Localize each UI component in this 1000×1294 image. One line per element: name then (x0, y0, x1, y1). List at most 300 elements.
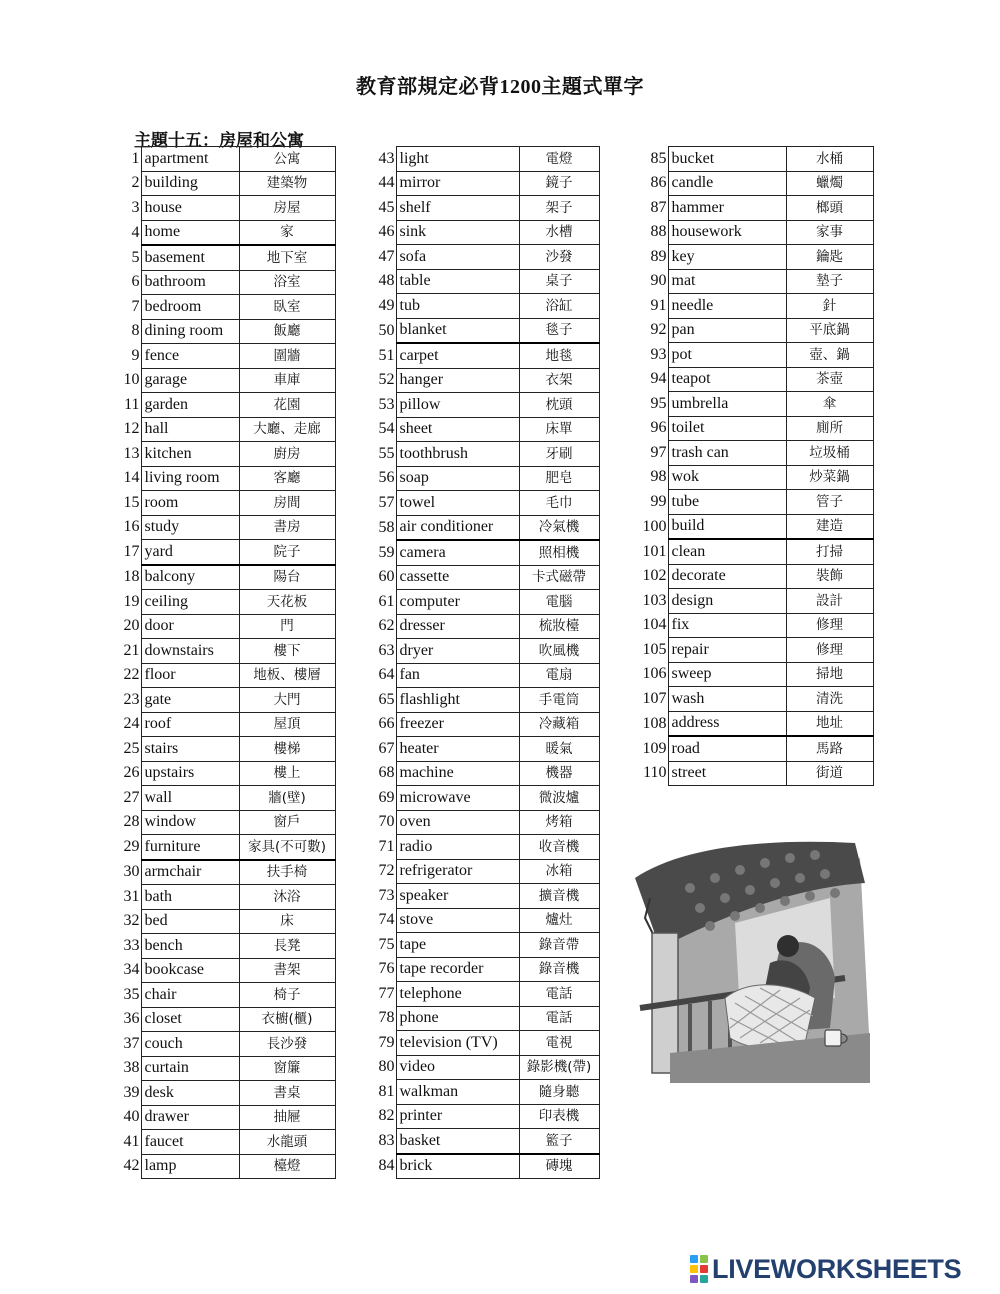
vocab-english: umbrella (668, 392, 786, 417)
vocab-number: 91 (650, 296, 667, 314)
vocab-english: hall (141, 417, 239, 442)
vocab-chinese: 書桌 (239, 1081, 335, 1106)
vocab-row (115, 220, 335, 245)
vocab-english: light (396, 147, 519, 172)
vocab-row (115, 295, 335, 320)
vocab-english: decorate (668, 564, 786, 589)
vocab-row (115, 934, 335, 959)
vocab-row (636, 318, 873, 343)
vocab-row (370, 712, 599, 737)
vocab-english: microwave (396, 786, 519, 811)
vocab-row (115, 565, 335, 590)
vocab-chinese: 針 (786, 294, 873, 319)
vocab-number: 110 (643, 764, 667, 782)
vocab-english: sink (396, 220, 519, 245)
vocab-english: printer (396, 1104, 519, 1129)
vocab-chinese: 地址 (786, 711, 873, 736)
vocab-number: 93 (650, 345, 667, 363)
vocab-english: flashlight (396, 688, 519, 713)
vocab-row (370, 565, 599, 590)
vocab-number: 61 (378, 592, 395, 610)
vocab-number: 29 (123, 838, 140, 855)
vocab-number: 96 (650, 419, 667, 437)
vocab-number: 88 (650, 223, 667, 241)
vocab-chinese: 擴音機 (519, 884, 599, 909)
vocab-row (115, 417, 335, 442)
vocab-number: 81 (378, 1082, 395, 1100)
vocab-english: telephone (396, 982, 519, 1007)
vocab-number: 12 (123, 420, 140, 438)
vocab-row (115, 196, 335, 221)
vocab-table (115, 146, 336, 1179)
vocab-number: 13 (123, 444, 140, 462)
vocab-english: road (668, 736, 786, 761)
vocab-row (115, 1130, 335, 1155)
person-resting-on-balcony-illustration (630, 838, 870, 1083)
vocab-row (370, 220, 599, 245)
vocab-english: sofa (396, 245, 519, 270)
vocab-column-3 (636, 146, 874, 786)
vocab-number: 54 (378, 420, 395, 438)
vocab-english: garden (141, 393, 239, 418)
vocab-row (115, 688, 335, 713)
vocab-english: video (396, 1055, 519, 1080)
vocab-english: bucket (668, 147, 786, 172)
vocab-chinese: 家 (239, 220, 335, 245)
vocab-english: street (668, 761, 786, 786)
vocab-row (636, 465, 873, 490)
vocab-number: 95 (650, 394, 667, 412)
vocab-chinese: 臥室 (239, 295, 335, 320)
vocab-row (370, 491, 599, 516)
vocab-row (370, 466, 599, 491)
vocab-row (115, 491, 335, 516)
vocab-row (115, 393, 335, 418)
vocab-number: 38 (123, 1059, 140, 1077)
vocab-row (636, 736, 873, 761)
vocab-english: mat (668, 269, 786, 294)
vocab-english: pot (668, 343, 786, 368)
vocab-row (370, 147, 599, 172)
vocab-chinese: 鏡子 (519, 171, 599, 196)
vocab-chinese: 毯子 (519, 318, 599, 343)
vocab-english: bench (141, 934, 239, 959)
vocab-english: house (141, 196, 239, 221)
vocab-number: 18 (123, 568, 140, 585)
vocab-row (115, 835, 335, 860)
vocab-number: 97 (650, 443, 667, 461)
vocab-number: 14 (123, 469, 140, 487)
vocab-english: bed (141, 909, 239, 934)
vocab-english: refrigerator (396, 859, 519, 884)
vocab-english: chair (141, 983, 239, 1008)
vocab-row (115, 147, 335, 172)
vocab-english: toilet (668, 416, 786, 441)
vocab-english: wok (668, 465, 786, 490)
vocab-chinese: 鑰匙 (786, 245, 873, 270)
vocab-chinese: 水槽 (519, 220, 599, 245)
vocab-row (115, 245, 335, 270)
vocab-number: 22 (123, 666, 140, 684)
vocab-row (115, 1154, 335, 1179)
vocab-row (370, 417, 599, 442)
vocab-row (370, 737, 599, 762)
vocab-english: needle (668, 294, 786, 319)
vocab-english: gate (141, 688, 239, 713)
vocab-number: 108 (642, 714, 667, 732)
vocab-row (115, 958, 335, 983)
vocab-english: tape (396, 933, 519, 958)
vocab-chinese: 修理 (786, 638, 873, 663)
vocab-chinese: 墊子 (786, 269, 873, 294)
vocab-row (115, 663, 335, 688)
vocab-row (115, 344, 335, 369)
vocab-number: 8 (131, 322, 140, 340)
vocab-number: 2 (131, 174, 140, 192)
vocab-number: 50 (378, 321, 395, 339)
vocab-row (370, 810, 599, 835)
vocab-english: machine (396, 761, 519, 786)
vocab-chinese: 樓下 (239, 639, 335, 664)
vocab-number: 7 (131, 297, 140, 315)
vocab-chinese: 垃圾桶 (786, 441, 873, 466)
vocab-row (115, 368, 335, 393)
vocab-number: 34 (123, 961, 140, 979)
vocab-number: 36 (123, 1010, 140, 1028)
vocab-chinese: 冰箱 (519, 859, 599, 884)
vocab-row (370, 639, 599, 664)
vocab-row (115, 786, 335, 811)
vocab-chinese: 屋頂 (239, 712, 335, 737)
vocab-row (115, 737, 335, 762)
vocab-number: 4 (131, 223, 140, 241)
vocab-english: blanket (396, 318, 519, 343)
vocab-number: 15 (123, 493, 140, 511)
vocab-chinese: 院子 (239, 540, 335, 565)
vocab-number: 17 (123, 543, 140, 560)
vocab-row (115, 442, 335, 467)
vocab-number: 6 (131, 273, 140, 291)
vocab-column-1 (115, 146, 336, 1179)
vocab-english: oven (396, 810, 519, 835)
vocab-row (636, 589, 873, 614)
vocab-chinese: 牙刷 (519, 442, 599, 467)
vocab-chinese: 冷藏箱 (519, 712, 599, 737)
vocab-chinese: 桌子 (519, 269, 599, 294)
vocab-row (115, 614, 335, 639)
vocab-number: 33 (123, 936, 140, 954)
vocab-english: study (141, 515, 239, 540)
vocab-english: downstairs (141, 639, 239, 664)
vocab-chinese: 水桶 (786, 147, 873, 172)
vocab-english: basket (396, 1129, 519, 1154)
vocab-number: 71 (378, 837, 395, 855)
vocab-number: 51 (378, 346, 395, 364)
vocab-row (636, 539, 873, 564)
vocab-number: 27 (123, 788, 140, 806)
vocab-chinese: 梳妝檯 (519, 614, 599, 639)
vocab-chinese: 茶壺 (786, 367, 873, 392)
vocab-row (370, 171, 599, 196)
vocab-row (115, 319, 335, 344)
vocab-row (636, 245, 873, 270)
vocab-row (636, 711, 873, 736)
vocab-english: ceiling (141, 590, 239, 615)
vocab-row (370, 933, 599, 958)
vocab-number: 26 (123, 764, 140, 782)
vocab-number: 46 (378, 223, 395, 241)
vocab-english: shelf (396, 196, 519, 221)
vocab-number: 21 (123, 641, 140, 659)
vocab-chinese: 廚房 (239, 442, 335, 467)
vocab-chinese: 電扇 (519, 663, 599, 688)
vocab-english: cassette (396, 565, 519, 590)
vocab-chinese: 枕頭 (519, 393, 599, 418)
vocab-row (370, 1104, 599, 1129)
vocab-english: stove (396, 908, 519, 933)
vocab-number: 69 (378, 788, 395, 806)
vocab-number: 67 (378, 739, 395, 757)
vocab-row (636, 416, 873, 441)
vocab-english: tub (396, 294, 519, 319)
vocab-row (370, 908, 599, 933)
vocab-number: 10 (123, 371, 140, 389)
vocab-english: dryer (396, 639, 519, 664)
vocab-row (370, 269, 599, 294)
vocab-chinese: 地下室 (239, 245, 335, 270)
vocab-number: 102 (642, 567, 667, 585)
vocab-english: soap (396, 466, 519, 491)
vocab-number: 83 (378, 1132, 395, 1149)
vocab-chinese: 收音機 (519, 835, 599, 860)
vocab-row (370, 1080, 599, 1105)
vocab-english: tape recorder (396, 957, 519, 982)
vocab-english: desk (141, 1081, 239, 1106)
vocab-chinese: 籃子 (519, 1129, 599, 1154)
vocab-english: hanger (396, 368, 519, 393)
vocab-row (370, 515, 599, 540)
vocab-row (370, 343, 599, 368)
vocab-chinese: 修理 (786, 613, 873, 638)
liveworksheets-logo-text: LIVEWORKSHEETS (712, 1253, 962, 1284)
vocab-english: speaker (396, 884, 519, 909)
vocab-english: housework (668, 220, 786, 245)
vocab-row (636, 343, 873, 368)
vocab-chinese: 炒菜鍋 (786, 465, 873, 490)
vocab-chinese: 廁所 (786, 416, 873, 441)
vocab-row (636, 638, 873, 663)
vocab-chinese: 房屋 (239, 196, 335, 221)
vocab-chinese: 檯燈 (239, 1154, 335, 1179)
vocab-english: fan (396, 663, 519, 688)
vocab-english: radio (396, 835, 519, 860)
vocab-number: 85 (650, 149, 667, 167)
vocab-number: 94 (650, 370, 667, 388)
liveworksheets-logo-icon (690, 1255, 708, 1283)
vocab-number: 20 (123, 617, 140, 635)
vocab-english: walkman (396, 1080, 519, 1105)
vocab-number: 35 (123, 985, 140, 1003)
vocab-row (115, 761, 335, 786)
vocab-english: tube (668, 490, 786, 515)
vocab-english: table (396, 269, 519, 294)
vocab-row (370, 368, 599, 393)
vocab-row (636, 220, 873, 245)
vocab-chinese: 客廳 (239, 466, 335, 491)
vocab-number: 11 (124, 395, 140, 413)
vocab-row (636, 392, 873, 417)
vocab-chinese: 長沙發 (239, 1032, 335, 1057)
vocab-chinese: 錄音機 (519, 957, 599, 982)
vocab-chinese: 抽屜 (239, 1105, 335, 1130)
vocab-number: 100 (642, 517, 667, 535)
vocab-table (636, 146, 874, 786)
vocab-chinese: 蠟燭 (786, 171, 873, 196)
vocab-table (370, 146, 600, 1179)
vocab-row (370, 540, 599, 565)
vocab-number: 3 (131, 198, 140, 216)
vocab-english: floor (141, 663, 239, 688)
vocab-number: 62 (378, 617, 395, 635)
vocab-row (370, 957, 599, 982)
vocab-number: 80 (378, 1058, 395, 1076)
vocab-row (115, 1081, 335, 1106)
vocab-row (370, 688, 599, 713)
vocab-row (370, 590, 599, 615)
vocab-row (115, 1007, 335, 1032)
vocab-row (636, 687, 873, 712)
vocab-row (115, 1032, 335, 1057)
vocab-number: 37 (123, 1034, 140, 1052)
vocab-row (370, 859, 599, 884)
vocab-chinese: 房間 (239, 491, 335, 516)
vocab-english: wash (668, 687, 786, 712)
vocab-english: living room (141, 466, 239, 491)
vocab-number: 92 (650, 321, 667, 339)
vocab-chinese: 街道 (786, 761, 873, 786)
vocab-number: 1 (131, 149, 140, 167)
vocab-english: armchair (141, 860, 239, 885)
vocab-row (636, 662, 873, 687)
vocab-number: 65 (378, 690, 395, 708)
vocab-row (636, 490, 873, 515)
vocab-english: apartment (141, 147, 239, 172)
vocab-row (370, 982, 599, 1007)
vocab-number: 47 (378, 247, 395, 265)
vocab-chinese: 磚塊 (519, 1154, 599, 1179)
vocab-english: hammer (668, 196, 786, 221)
vocab-number: 98 (650, 468, 667, 486)
vocab-number: 87 (650, 198, 667, 216)
vocab-number: 89 (650, 247, 667, 265)
vocab-row (636, 269, 873, 294)
vocab-english: mirror (396, 171, 519, 196)
vocab-number: 72 (378, 862, 395, 880)
vocab-number: 28 (123, 813, 140, 831)
vocab-english: address (668, 711, 786, 736)
vocab-row (370, 1006, 599, 1031)
vocab-english: bath (141, 885, 239, 910)
vocab-english: clean (668, 539, 786, 564)
vocab-chinese: 飯廳 (239, 319, 335, 344)
vocab-row (370, 786, 599, 811)
page-title: 教育部規定必背1200主題式單字 (356, 76, 644, 98)
vocab-english: computer (396, 590, 519, 615)
vocab-chinese: 電燈 (519, 147, 599, 172)
vocab-row (370, 294, 599, 319)
vocab-chinese: 掃地 (786, 662, 873, 687)
vocab-row (636, 613, 873, 638)
vocab-row (370, 1055, 599, 1080)
vocab-number: 57 (378, 493, 395, 511)
vocab-english: pan (668, 318, 786, 343)
vocab-number: 52 (378, 371, 395, 389)
vocab-number: 39 (123, 1083, 140, 1101)
vocab-english: home (141, 220, 239, 245)
vocab-row (636, 367, 873, 392)
vocab-row (115, 909, 335, 934)
vocab-english: building (141, 171, 239, 196)
vocab-english: wall (141, 786, 239, 811)
vocab-english: couch (141, 1032, 239, 1057)
vocab-chinese: 車庫 (239, 368, 335, 393)
vocab-row (115, 1056, 335, 1081)
vocab-english: bookcase (141, 958, 239, 983)
vocab-number: 60 (378, 568, 395, 586)
vocab-column-2 (370, 146, 600, 1179)
vocab-row (636, 294, 873, 319)
vocab-row (370, 442, 599, 467)
vocab-number: 19 (123, 592, 140, 610)
vocab-chinese: 爐灶 (519, 908, 599, 933)
vocab-english: sheet (396, 417, 519, 442)
vocab-chinese: 衣架 (519, 368, 599, 393)
vocab-chinese: 樓梯 (239, 737, 335, 762)
vocab-number: 55 (378, 444, 395, 462)
vocab-chinese: 建造 (786, 514, 873, 539)
vocab-chinese: 大門 (239, 688, 335, 713)
vocab-english: teapot (668, 367, 786, 392)
vocab-chinese: 椅子 (239, 983, 335, 1008)
vocab-english: camera (396, 540, 519, 565)
vocab-row (115, 810, 335, 835)
vocab-number: 84 (378, 1157, 395, 1174)
vocab-row (115, 466, 335, 491)
vocab-english: closet (141, 1007, 239, 1032)
vocab-chinese: 建築物 (239, 171, 335, 196)
vocab-number: 16 (123, 518, 140, 536)
vocab-english: dresser (396, 614, 519, 639)
vocab-english: drawer (141, 1105, 239, 1130)
vocab-number: 5 (131, 248, 140, 266)
vocab-chinese: 長凳 (239, 934, 335, 959)
vocab-number: 41 (123, 1132, 140, 1150)
vocab-row (636, 147, 873, 172)
vocab-row (636, 564, 873, 589)
vocab-english: pillow (396, 393, 519, 418)
vocab-chinese: 清洗 (786, 687, 873, 712)
vocab-chinese: 錄音帶 (519, 933, 599, 958)
vocab-number: 53 (378, 395, 395, 413)
vocab-chinese: 門 (239, 614, 335, 639)
vocab-number: 104 (642, 616, 667, 634)
vocab-english: heater (396, 737, 519, 762)
vocab-english: window (141, 810, 239, 835)
vocab-chinese: 平底鍋 (786, 318, 873, 343)
vocab-number: 56 (378, 469, 395, 487)
vocab-chinese: 地毯 (519, 343, 599, 368)
vocab-chinese: 衣櫥(櫃) (239, 1007, 335, 1032)
